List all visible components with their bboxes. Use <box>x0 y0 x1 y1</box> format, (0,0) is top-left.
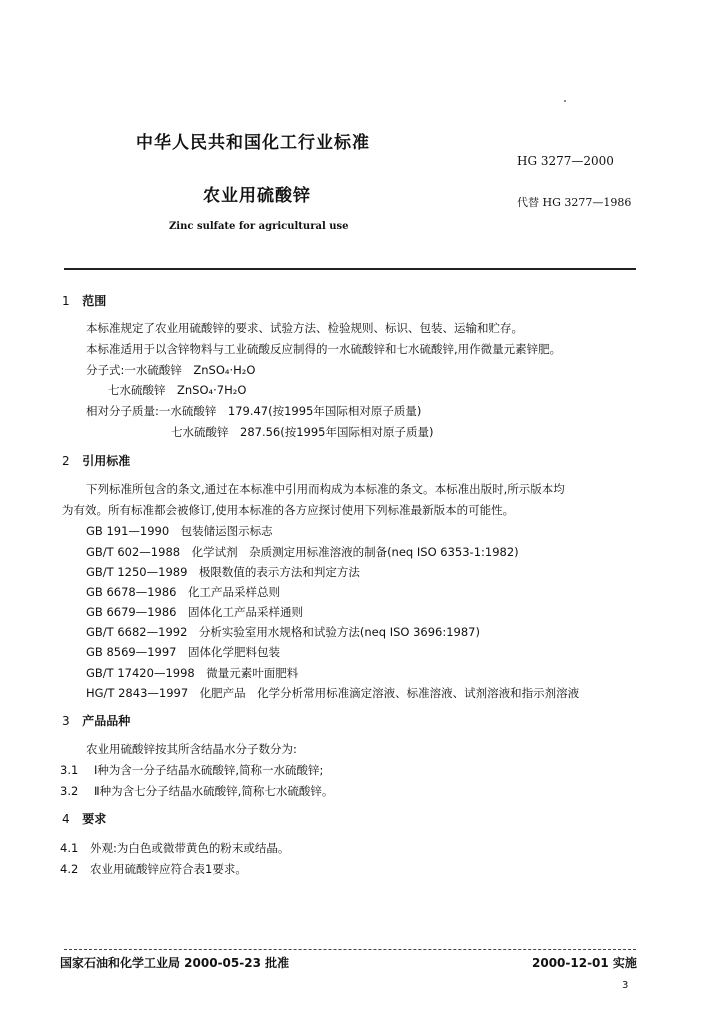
clause-number: 3.1 <box>60 763 79 777</box>
reference-item: GB 6679—1986 固体化工产品采样通则 <box>86 605 303 619</box>
section-4-heading <box>62 810 106 827</box>
section-number: 2 <box>62 454 70 468</box>
reference-item: GB 6678—1986 化工产品采样总则 <box>86 585 280 599</box>
replaces-standard: 代替 HG 3277—1986 <box>517 196 632 209</box>
reference-item: GB/T 6682—1992 分析实验室用水规格和试验方法(neq ISO 3696:1987) <box>86 625 480 639</box>
implementation-date: 2000-12-01 实施 <box>532 956 637 970</box>
reference-item: GB/T 17420—1998 微量元素叶面肥料 <box>86 666 299 680</box>
clause-text: 外观:为白色或微带黄色的粉末或结晶。 <box>90 841 290 855</box>
org-title: 中华人民共和国化工行业标准 <box>136 133 370 153</box>
clause-text: 农业用硫酸锌应符合表1要求。 <box>90 862 247 876</box>
paragraph: 本标准规定了农业用硫酸锌的要求、试验方法、检验规则、标识、包装、运输和贮存。 <box>86 321 523 335</box>
clause-number: 3.2 <box>60 784 79 798</box>
section-title: 引用标准 <box>82 454 131 468</box>
paragraph: 本标准适用于以含锌物料与工业硫酸反应制得的一水硫酸锌和七水硫酸锌,用作微量元素锌肥。 <box>86 342 562 356</box>
section-title: 要求 <box>82 812 107 826</box>
header-divider <box>64 268 636 270</box>
paragraph: 为有效。所有标准都会被修订,使用本标准的各方应探讨使用下列标准最新版本的可能性。 <box>62 503 515 517</box>
formula-line: 七水硫酸锌 ZnSO₄·7H₂O <box>108 383 247 397</box>
paragraph: 农业用硫酸锌按其所含结晶水分子数分为: <box>86 742 297 756</box>
section-2-heading <box>62 452 130 469</box>
reference-item: GB 191—1990 包装储运图示标志 <box>86 524 273 538</box>
formula-line: 分子式:一水硫酸锌 ZnSO₄·H₂O <box>86 363 256 377</box>
clause-number: 4.2 <box>60 862 79 876</box>
clause-number: 4.1 <box>60 841 79 855</box>
molecular-mass-line: 相对分子质量:一水硫酸锌 179.47(按1995年国际相对原子质量) <box>86 404 422 418</box>
clause-text: Ⅰ种为含一分子结晶水硫酸锌,简称一水硫酸锌; <box>94 763 324 777</box>
section-number: 3 <box>62 714 70 728</box>
reference-item: GB/T 602—1988 化学试剂 杂质测定用标准溶液的制备(neq ISO 6353-1:1982) <box>86 545 519 559</box>
clause-item <box>60 840 289 856</box>
reference-item: HG/T 2843—1997 化肥产品 化学分析常用标准滴定溶液、标准溶液、试剂溶液和指示剂溶液 <box>86 686 580 700</box>
section-number: 4 <box>62 812 70 826</box>
footer-divider <box>64 949 636 950</box>
section-1-heading <box>62 292 106 309</box>
molecular-mass-line: 七水硫酸锌 287.56(按1995年国际相对原子质量) <box>171 425 434 439</box>
approval-line: 国家石油和化学工业局 2000-05-23 批准 <box>60 956 290 970</box>
english-title: Zinc sulfate for agricultural use <box>169 221 349 232</box>
paragraph: 下列标准所包含的条文,通过在本标准中引用而构成为本标准的条文。本标准出版时,所示版本均 <box>86 482 565 496</box>
standard-number: HG 3277—2000 <box>517 154 614 168</box>
section-3-heading <box>62 712 130 729</box>
clause-text: Ⅱ种为含七分子结晶水硫酸锌,简称七水硫酸锌。 <box>94 784 334 798</box>
section-title: 产品品种 <box>82 714 131 728</box>
section-title: 范围 <box>82 294 107 308</box>
clause-item <box>60 783 333 799</box>
reference-item: GB/T 1250—1989 极限数值的表示方法和判定方法 <box>86 565 360 579</box>
section-number: 1 <box>62 294 70 308</box>
clause-item <box>60 861 247 877</box>
clause-item <box>60 762 323 778</box>
reference-item: GB 8569—1997 固体化学肥料包装 <box>86 645 280 659</box>
page-number: 3 <box>622 980 629 991</box>
scan-speck <box>564 100 566 102</box>
document-title: 农业用硫酸锌 <box>203 186 311 206</box>
